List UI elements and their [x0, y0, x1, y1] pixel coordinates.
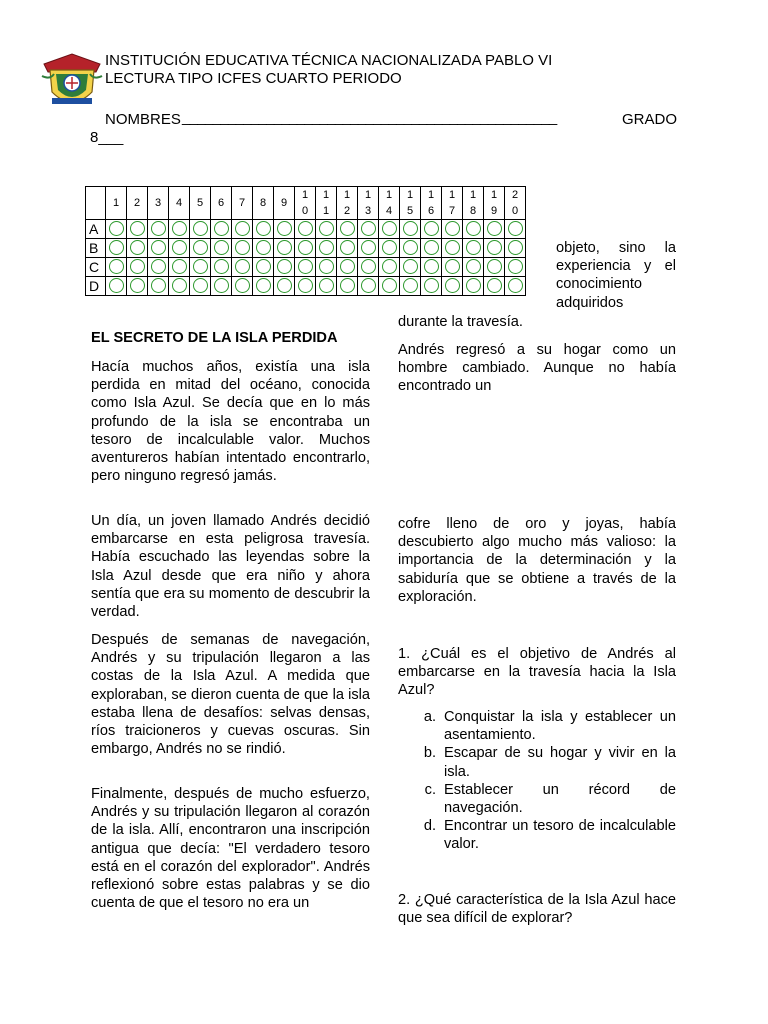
answer-bubble-12-d[interactable]: [340, 278, 355, 293]
answer-bubble-7-c[interactable]: [235, 259, 250, 274]
grid-header-13: 13: [358, 187, 379, 220]
answer-bubble-15-a[interactable]: [403, 221, 418, 236]
answer-cell: [274, 258, 295, 277]
answer-bubble-11-c[interactable]: [319, 259, 334, 274]
answer-bubble-18-a[interactable]: [466, 221, 481, 236]
answer-bubble-9-b[interactable]: [277, 240, 292, 255]
answer-cell: [421, 239, 442, 258]
answer-bubble-5-b[interactable]: [193, 240, 208, 255]
answer-bubble-18-c[interactable]: [466, 259, 481, 274]
grid-header-4: 4: [169, 187, 190, 220]
story-paragraph-1: Hacía muchos años, existía una isla perdida en mitad del océano, conocida como Isla Azul. Se decía que en lo más profundo de la isla se encontraba un tesoro de incalculable valor. Muchos aventureros habían intentado encontrarlo, pero ninguno regresó jamás.: [91, 359, 370, 485]
grid-header-7: 7: [232, 187, 253, 220]
answer-cell: [253, 239, 274, 258]
answer-bubble-4-a[interactable]: [172, 221, 187, 236]
answer-cell: [253, 258, 274, 277]
answer-cell: [148, 239, 169, 258]
answer-bubble-12-a[interactable]: [340, 221, 355, 236]
answer-cell: [211, 239, 232, 258]
answer-cell: [127, 239, 148, 258]
question-1: 1. ¿Cuál es el objetivo de Andrés al embarcarse en la travesía hacia la Isla Azul?: [398, 646, 676, 699]
story-continuation-2: durante la travesía.: [398, 314, 523, 330]
answer-cell: [379, 220, 400, 239]
answer-cell: [358, 277, 379, 296]
grid-header-20: 20: [505, 187, 526, 220]
answer-bubble-2-d[interactable]: [130, 278, 145, 293]
answer-bubble-5-d[interactable]: [193, 278, 208, 293]
answer-bubble-12-c[interactable]: [340, 259, 355, 274]
answer-cell: [337, 277, 358, 296]
answer-cell: [253, 220, 274, 239]
answer-cell: [211, 277, 232, 296]
answer-cell: [484, 220, 505, 239]
grid-header-11: 11: [316, 187, 337, 220]
grid-header-17: 17: [442, 187, 463, 220]
story-paragraph-3: Después de semanas de navegación, Andrés y su tripulación llegaron a las costas de la Isla Azul. A medida que exploraban, se dieron cuenta de que la isla estaba llena de desafíos: selvas densas, ríos traicioneros y cuevas oscuras. Sin embargo, Andrés no se rindió.: [91, 632, 370, 758]
answer-cell: [442, 239, 463, 258]
answer-bubble-14-b[interactable]: [382, 240, 397, 255]
grid-header-9: 9: [274, 187, 295, 220]
answer-cell: [232, 277, 253, 296]
answer-bubble-16-b[interactable]: [424, 240, 439, 255]
answer-cell: [232, 239, 253, 258]
answer-bubble-14-c[interactable]: [382, 259, 397, 274]
answer-bubble-12-b[interactable]: [340, 240, 355, 255]
answer-cell: [358, 258, 379, 277]
grid-row-label-a: A: [86, 220, 106, 239]
grid-header-3: 3: [148, 187, 169, 220]
answer-cell: [274, 239, 295, 258]
school-name: INSTITUCIÓN EDUCATIVA TÉCNICA NACIONALIZADA PABLO VI: [105, 52, 553, 69]
answer-cell: [463, 277, 484, 296]
answer-bubble-8-c[interactable]: [256, 259, 271, 274]
answer-bubble-19-c[interactable]: [487, 259, 502, 274]
answer-bubble-7-d[interactable]: [235, 278, 250, 293]
answer-cell: [169, 239, 190, 258]
grid-header-2: 2: [127, 187, 148, 220]
answer-bubble-13-b[interactable]: [361, 240, 376, 255]
answer-bubble-14-d[interactable]: [382, 278, 397, 293]
answer-bubble-1-c[interactable]: [109, 259, 124, 274]
answer-cell: [274, 220, 295, 239]
answer-cell: [421, 258, 442, 277]
answer-cell: [295, 277, 316, 296]
answer-cell: [442, 258, 463, 277]
answer-bubble-7-a[interactable]: [235, 221, 250, 236]
answer-bubble-7-b[interactable]: [235, 240, 250, 255]
answer-bubble-3-d[interactable]: [151, 278, 166, 293]
answer-bubble-4-b[interactable]: [172, 240, 187, 255]
answer-cell: [295, 258, 316, 277]
answer-bubble-10-b[interactable]: [298, 240, 313, 255]
answer-bubble-2-a[interactable]: [130, 221, 145, 236]
answer-bubble-10-c[interactable]: [298, 259, 313, 274]
answer-cell: [169, 277, 190, 296]
grid-row-label-c: C: [86, 258, 106, 277]
answer-bubble-11-b[interactable]: [319, 240, 334, 255]
answer-bubble-17-a[interactable]: [445, 221, 460, 236]
answer-bubble-20-c[interactable]: [508, 259, 523, 274]
answer-bubble-14-a[interactable]: [382, 221, 397, 236]
answer-cell: [337, 239, 358, 258]
answer-bubble-8-b[interactable]: [256, 240, 271, 255]
answer-cell: [169, 258, 190, 277]
answer-cell: [127, 277, 148, 296]
grid-header-15: 15: [400, 187, 421, 220]
answer-cell: [148, 277, 169, 296]
grid-header-5: 5: [190, 187, 211, 220]
answer-bubble-1-b[interactable]: [109, 240, 124, 255]
story-title: EL SECRETO DE LA ISLA PERDIDA: [91, 330, 338, 346]
answer-cell: [127, 258, 148, 277]
answer-bubble-5-c[interactable]: [193, 259, 208, 274]
option-a[interactable]: a. Conquistar la isla y establecer un asentamiento.: [423, 709, 676, 744]
grid-header-10: 10: [295, 187, 316, 220]
answer-cell: [358, 220, 379, 239]
answer-cell: [505, 277, 526, 296]
answer-cell: [337, 220, 358, 239]
answer-cell: [106, 220, 127, 239]
grid-header-1: 1: [106, 187, 127, 220]
answer-cell: [421, 277, 442, 296]
grid-corner: [86, 187, 106, 220]
grid-header-14: 14: [379, 187, 400, 220]
answer-cell: [169, 220, 190, 239]
answer-bubble-6-c[interactable]: [214, 259, 229, 274]
answer-bubble-2-b[interactable]: [130, 240, 145, 255]
answer-cell: [148, 220, 169, 239]
answer-bubble-17-c[interactable]: [445, 259, 460, 274]
story-paragraph-6: cofre lleno de oro y joyas, había descubierto algo mucho más valioso: la importancia de la determinación y la sabiduría que se obtiene a través de la exploración.: [398, 516, 676, 605]
grid-header-8: 8: [253, 187, 274, 220]
answer-bubble-11-d[interactable]: [319, 278, 334, 293]
answer-cell: [379, 239, 400, 258]
answer-cell: [106, 277, 127, 296]
answer-cell: [400, 277, 421, 296]
option-c[interactable]: c. Establecer un récord de navegación.: [424, 781, 676, 817]
answer-bubble-1-a[interactable]: [109, 221, 124, 236]
answer-cell: [421, 220, 442, 239]
question-1-options: [412, 708, 676, 854]
answer-bubble-16-c[interactable]: [424, 259, 439, 274]
answer-bubble-13-a[interactable]: [361, 221, 376, 236]
grid-row-label-b: B: [86, 239, 106, 258]
answer-cell: [400, 239, 421, 258]
answer-cell: [190, 258, 211, 277]
answer-cell: [463, 239, 484, 258]
answer-bubble-8-a[interactable]: [256, 221, 271, 236]
answer-cell: [379, 258, 400, 277]
answer-bubble-19-b[interactable]: [487, 240, 502, 255]
answer-cell: [337, 258, 358, 277]
grade-label: GRADO: [622, 111, 678, 128]
answer-cell: [274, 277, 295, 296]
answer-bubble-4-c[interactable]: [172, 259, 187, 274]
page-subtitle: LECTURA TIPO ICFES CUARTO PERIODO: [105, 70, 402, 87]
grid-row-label-d: D: [86, 277, 106, 296]
answer-bubble-20-b[interactable]: [508, 240, 523, 255]
option-b[interactable]: b. Escapar de su hogar y vivir en la isla.: [423, 745, 676, 780]
school-crest-logo: [40, 50, 104, 112]
answer-bubble-2-c[interactable]: [130, 259, 145, 274]
answer-cell: [316, 277, 337, 296]
answer-cell: [505, 239, 526, 258]
answer-cell: [106, 258, 127, 277]
answer-cell: [295, 220, 316, 239]
answer-cell: [232, 258, 253, 277]
answer-bubble-13-c[interactable]: [361, 259, 376, 274]
answer-cell: [190, 220, 211, 239]
answer-cell: [295, 239, 316, 258]
answer-grid: [85, 186, 526, 296]
answer-cell: [400, 258, 421, 277]
answer-bubble-15-b[interactable]: [403, 240, 418, 255]
answer-bubble-3-a[interactable]: [151, 221, 166, 236]
answer-cell: [358, 239, 379, 258]
answer-bubble-15-c[interactable]: [403, 259, 418, 274]
answer-cell: [316, 258, 337, 277]
answer-bubble-17-d[interactable]: [445, 278, 460, 293]
answer-cell: [106, 239, 127, 258]
answer-bubble-9-c[interactable]: [277, 259, 292, 274]
grid-header-12: 12: [337, 187, 358, 220]
answer-cell: [211, 220, 232, 239]
answer-bubble-16-d[interactable]: [424, 278, 439, 293]
names-label: NOMBRES: [105, 111, 181, 128]
story-paragraph-2: Un día, un joven llamado Andrés decidió embarcarse en esta peligrosa travesía. Había escuchado las leyendas sobre la Isla Azul desde que era niño y ahora sentía que era su momento de descubrir la verdad.: [91, 513, 370, 621]
answer-cell: [400, 220, 421, 239]
answer-cell: [505, 258, 526, 277]
answer-bubble-15-d[interactable]: [403, 278, 418, 293]
answer-bubble-5-a[interactable]: [193, 221, 208, 236]
answer-bubble-6-d[interactable]: [214, 278, 229, 293]
answer-bubble-8-d[interactable]: [256, 278, 271, 293]
answer-cell: [190, 239, 211, 258]
story-paragraph-5: Andrés regresó a su hogar como un hombre cambiado. Aunque no había encontrado un: [398, 342, 676, 395]
answer-cell: [127, 220, 148, 239]
answer-bubble-4-d[interactable]: [172, 278, 187, 293]
answer-bubble-1-d[interactable]: [109, 278, 124, 293]
answer-cell: [442, 277, 463, 296]
answer-cell: [484, 258, 505, 277]
question-2: 2. ¿Qué característica de la Isla Azul hace que sea difícil de explorar?: [398, 892, 676, 927]
answer-cell: [316, 220, 337, 239]
grid-header-18: 18: [463, 187, 484, 220]
answer-bubble-9-d[interactable]: [277, 278, 292, 293]
answer-bubble-11-a[interactable]: [319, 221, 334, 236]
answer-bubble-9-a[interactable]: [277, 221, 292, 236]
answer-bubble-13-d[interactable]: [361, 278, 376, 293]
answer-cell: [484, 239, 505, 258]
answer-bubble-17-b[interactable]: [445, 240, 460, 255]
answer-bubble-3-b[interactable]: [151, 240, 166, 255]
answer-bubble-6-a[interactable]: [214, 221, 229, 236]
answer-cell: [379, 277, 400, 296]
grid-header-19: 19: [484, 187, 505, 220]
answer-cell: [232, 220, 253, 239]
answer-cell: [484, 277, 505, 296]
answer-cell: [463, 220, 484, 239]
answer-bubble-10-a[interactable]: [298, 221, 313, 236]
answer-bubble-10-d[interactable]: [298, 278, 313, 293]
answer-cell: [211, 258, 232, 277]
answer-cell: [316, 239, 337, 258]
option-d[interactable]: d. Encontrar un tesoro de incalculable valor.: [423, 818, 676, 853]
answer-cell: [463, 258, 484, 277]
answer-cell: [253, 277, 274, 296]
story-continuation-1: objeto, sino la experiencia y el conocimiento adquiridos: [556, 240, 676, 311]
story-paragraph-4: Finalmente, después de mucho esfuerzo, Andrés y su tripulación llegaron al corazón de la isla. Allí, encontraron una inscripción antigua que decía: "El verdadero tesoro está en el corazón del explorador". Andrés reflexionó sobre estas palabras y se dio cuenta de que el tesoro no era un: [91, 786, 370, 912]
answer-cell: [505, 220, 526, 239]
answer-cell: [148, 258, 169, 277]
grade-value[interactable]: 8___: [90, 129, 124, 146]
answer-bubble-19-d[interactable]: [487, 278, 502, 293]
grid-header-6: 6: [211, 187, 232, 220]
answer-bubble-16-a[interactable]: [424, 221, 439, 236]
names-line[interactable]: _________________________________________________: [182, 109, 557, 126]
answer-bubble-19-a[interactable]: [487, 221, 502, 236]
answer-bubble-3-c[interactable]: [151, 259, 166, 274]
grid-header-16: 16: [421, 187, 442, 220]
answer-bubble-18-d[interactable]: [466, 278, 481, 293]
answer-bubble-6-b[interactable]: [214, 240, 229, 255]
answer-bubble-18-b[interactable]: [466, 240, 481, 255]
answer-bubble-20-d[interactable]: [508, 278, 523, 293]
answer-cell: [190, 277, 211, 296]
answer-bubble-20-a[interactable]: [508, 221, 523, 236]
answer-cell: [442, 220, 463, 239]
